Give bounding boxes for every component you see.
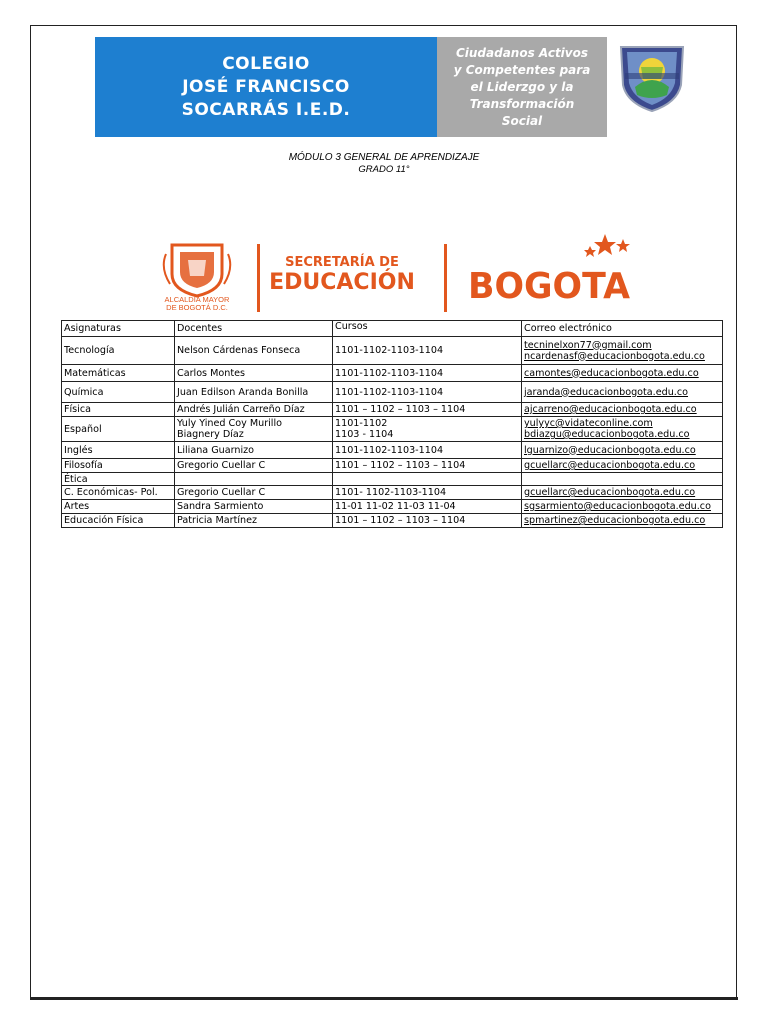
- school-name-line-2: JOSÉ FRANCISCO: [182, 76, 350, 97]
- subject-cell: Educación Física: [62, 514, 175, 528]
- subject-cell: Matemáticas: [62, 365, 175, 382]
- teacher-name: Biagnery Díaz: [177, 429, 244, 440]
- subject-cell: Tecnología: [62, 337, 175, 365]
- email-link[interactable]: sgsarmiento@educacionbogota.edu.co: [522, 500, 723, 514]
- email-link[interactable]: jaranda@educacionbogota.edu.co: [522, 382, 723, 403]
- courses-cell: 1101-1102-1103-1104: [333, 442, 522, 459]
- table-row: [62, 486, 723, 500]
- logo-divider-2: [444, 244, 447, 312]
- subject-cell: Español: [62, 417, 175, 442]
- teacher-cell: Patricia Martínez: [175, 514, 333, 528]
- courses-cell: 1101 – 1102 – 1103 – 1104: [333, 514, 522, 528]
- secretaria-label: SECRETARÍA DE: [285, 255, 399, 270]
- motto-line-5: Social: [501, 113, 543, 128]
- email-link[interactable]: yulyyc@vidateconline.com: [524, 418, 653, 429]
- table-row: [62, 403, 723, 417]
- teacher-cell: Liliana Guarnizo: [175, 442, 333, 459]
- bogota-label: BOGOTA: [468, 266, 631, 307]
- header-cell-teachers: Docentes: [175, 321, 333, 337]
- school-name-block: [95, 37, 437, 137]
- courses-cell: [333, 473, 522, 486]
- table-row: [62, 514, 723, 528]
- table-row: [62, 473, 723, 486]
- email-link: [522, 473, 723, 486]
- email-link[interactable]: ncardenasf@educacionbogota.edu.co: [524, 350, 705, 362]
- courses-cell: 11-01 11-02 11-03 11-04: [333, 500, 522, 514]
- motto-line-4: Transformación: [469, 96, 575, 111]
- courses-value: 1101-1102: [335, 418, 388, 429]
- alcaldia-shield-icon: [164, 245, 231, 296]
- courses-cell: 1101 – 1102 – 1103 – 1104: [333, 403, 522, 417]
- courses-value: 1103 - 1104: [335, 429, 394, 440]
- email-link[interactable]: spmartinez@educacionbogota.edu.co: [522, 514, 723, 528]
- courses-cell: 1101 – 1102 – 1103 – 1104: [333, 459, 522, 473]
- page-border-bottom: [30, 997, 738, 1000]
- table-row: [62, 382, 723, 403]
- subject-cell: Filosofía: [62, 459, 175, 473]
- table-row: [62, 442, 723, 459]
- teacher-cell: Andrés Julián Carreño Díaz: [175, 403, 333, 417]
- courses-cell: 1101-1102-1103-1104: [333, 365, 522, 382]
- module-title: MÓDULO 3 GENERAL DE APRENDIZAJE: [288, 152, 480, 163]
- bogota-education-logos: [150, 232, 640, 314]
- email-link[interactable]: camontes@educacionbogota.edu.co: [522, 365, 723, 382]
- subject-cell: C. Económicas- Pol.: [62, 486, 175, 500]
- subjects-table: [61, 320, 723, 528]
- school-name-line-3: SOCARRÁS I.E.D.: [181, 99, 351, 120]
- school-motto-block: [437, 37, 607, 137]
- teacher-cell: [175, 473, 333, 486]
- alcaldia-label-line-2: DE BOGOTÁ D.C.: [166, 303, 228, 312]
- email-link[interactable]: bdiazgu@educacionbogota.edu.co: [524, 429, 690, 440]
- teacher-name: Yuly Yined Coy Murillo: [177, 418, 283, 429]
- table-row: [62, 365, 723, 382]
- subject-cell: Artes: [62, 500, 175, 514]
- logo-divider-1: [257, 244, 260, 312]
- teacher-cell: Nelson Cárdenas Fonseca: [175, 337, 333, 365]
- header-cell-subjects: Asignaturas: [62, 321, 175, 337]
- teacher-cell: [175, 417, 333, 442]
- table-row: [62, 459, 723, 473]
- subject-cell: Física: [62, 403, 175, 417]
- teacher-cell: Gregorio Cuellar C: [175, 486, 333, 500]
- header-cell-email: Correo electrónico: [522, 321, 723, 337]
- table-row: [62, 417, 723, 442]
- email-cell[interactable]: [522, 337, 723, 365]
- header-cell-courses: Cursos: [333, 321, 522, 337]
- courses-cell: 1101- 1102-1103-1104: [333, 486, 522, 500]
- school-name-line-1: COLEGIO: [222, 53, 310, 74]
- email-link[interactable]: gcuellarc@educacionbogota.edu.co: [522, 486, 723, 500]
- motto-line-1: Ciudadanos Activos: [455, 45, 589, 60]
- school-banner: [95, 37, 607, 137]
- motto-line-3: el Liderzgo y la: [470, 79, 574, 94]
- email-cell[interactable]: [522, 417, 723, 442]
- table-row: [62, 500, 723, 514]
- subject-cell: Química: [62, 382, 175, 403]
- school-crest-icon: [615, 43, 689, 113]
- courses-cell: 1101-1102-1103-1104: [333, 382, 522, 403]
- table-header-row: [62, 321, 723, 337]
- email-link[interactable]: lguarnizo@educacionbogota.edu.co: [522, 442, 723, 459]
- subject-cell: Ética: [62, 473, 175, 486]
- alcaldia-label-line-1: ALCALDÍA MAYOR: [164, 295, 230, 304]
- table-row: [62, 337, 723, 365]
- subject-cell: Inglés: [62, 442, 175, 459]
- teacher-cell: Carlos Montes: [175, 365, 333, 382]
- courses-cell: [333, 417, 522, 442]
- teacher-cell: Sandra Sarmiento: [175, 500, 333, 514]
- courses-cell: 1101-1102-1103-1104: [333, 337, 522, 365]
- grade-title: GRADO 11°: [358, 164, 410, 175]
- teacher-cell: Gregorio Cuellar C: [175, 459, 333, 473]
- email-link[interactable]: gcuellarc@educacionbogota.edu.co: [522, 459, 723, 473]
- email-link[interactable]: ajcarreno@educacionbogota.edu.co: [522, 403, 723, 417]
- bogota-stars-icon: [584, 234, 630, 257]
- educacion-label: EDUCACIÓN: [269, 270, 415, 295]
- email-link[interactable]: tecninelxon77@gmail.com: [524, 339, 652, 351]
- motto-line-2: y Competentes para: [453, 62, 591, 77]
- teacher-cell: Juan Edilson Aranda Bonilla: [175, 382, 333, 403]
